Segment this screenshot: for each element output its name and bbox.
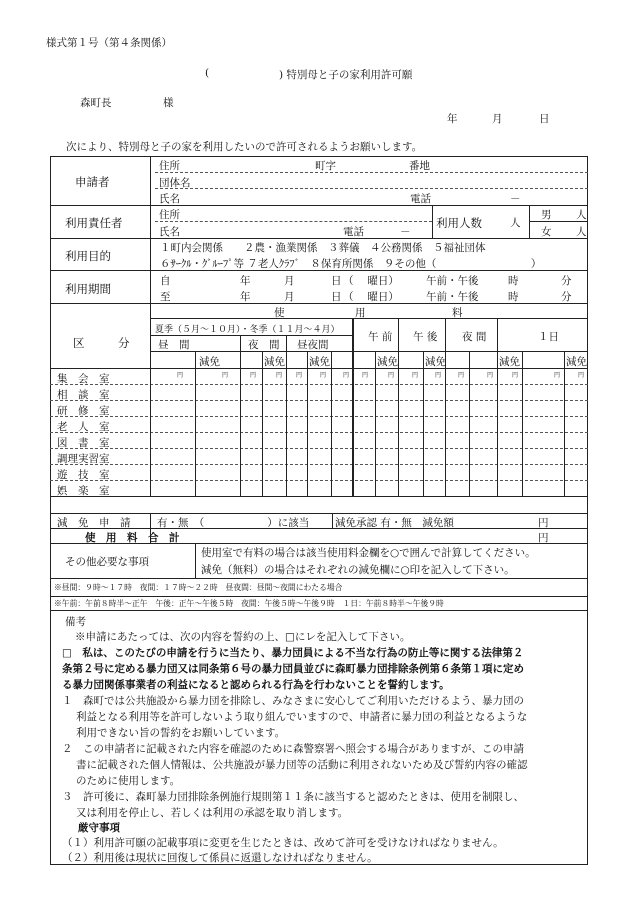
- remark-item2-line3: のために使用します。: [76, 775, 181, 787]
- fee-header-use: 使: [274, 307, 285, 319]
- addressee: 森町長: [80, 97, 112, 109]
- reduction-col: 減免: [309, 356, 330, 368]
- yen-mark: 円: [487, 372, 494, 379]
- other-line1: 使用室で有料の場合は該当使用料金欄を○で囲んで計算してください。: [201, 547, 536, 559]
- reduction-col: 減免: [377, 356, 398, 368]
- period-from-day: 日: [331, 275, 342, 287]
- yen-mark: 円: [320, 372, 327, 379]
- applicant-phone-dash: －: [510, 193, 521, 205]
- remark-item2-line2: 書に記載された個人情報は、公共施設が暴力団等の活動に利用されないため及び誓約内容の確認: [76, 759, 528, 771]
- purpose-options-line1: １町内会関係 ２農・漁業関係 ３葬儀 ４公務関係 ５福祉団体: [160, 242, 486, 254]
- reduction-col: 減免: [499, 356, 520, 368]
- yen-mark: 円: [435, 372, 442, 379]
- period-to-dow: （ 曜日）: [343, 291, 399, 303]
- col-afternoon: 午 後: [413, 331, 438, 343]
- section-label-1: 区: [73, 336, 85, 350]
- period-from-year: 年: [240, 275, 251, 287]
- user-count-unit: 人: [510, 217, 521, 229]
- reduction-request-label: 減 免 申 請: [57, 517, 131, 529]
- reduction-col: 減免: [264, 356, 285, 368]
- responsible-label: 利用責任者: [65, 216, 123, 230]
- honorific: 様: [163, 97, 174, 109]
- room-row: 遊 技 室: [57, 469, 110, 481]
- period-from: 自: [160, 275, 171, 287]
- room-row: 老 人 室: [57, 421, 110, 433]
- responsible-phone-label: 電話: [343, 226, 364, 238]
- date-year: 年: [447, 113, 458, 125]
- period-to-day: 日: [331, 291, 342, 303]
- remark-item1-line2: 利益となる利用等を許可しないよう取り組んでいますので、申請者に暴力団の利益となるような: [76, 711, 528, 723]
- yen-mark: 円: [276, 372, 283, 379]
- fee-header-fee: 料: [452, 307, 463, 319]
- applicant-town-label: 町字: [315, 160, 336, 172]
- form-number: 様式第１号（第４条関係）: [46, 37, 172, 49]
- female-label: 女: [541, 226, 552, 238]
- fee-header-for: 用: [355, 307, 366, 319]
- title-paren: (: [205, 67, 210, 79]
- yen-mark: 円: [177, 372, 184, 379]
- yen-mark: 円: [343, 372, 350, 379]
- period-from-ampm: 午前・午後: [426, 275, 479, 287]
- period-from-hour: 時: [508, 275, 519, 287]
- yen-mark: 円: [578, 372, 585, 379]
- purpose-options-line2: ６ｻｰｸﾙ・ｸﾞﾙｰﾌﾟ等 ７老人ｸﾗﾌﾞ ８保育所関係 ９その他（ ）: [160, 258, 542, 270]
- season-note: 夏季（５月～１０月）・冬季（１１月～４月）: [155, 325, 340, 335]
- remark-item3-line2: 又は利用を停止し、若しくは利用の承認を取り消します。: [76, 807, 349, 819]
- period-to-hour: 時: [508, 291, 519, 303]
- applicant-label: 申請者: [75, 175, 110, 189]
- reduction-approval: 減免承認 有・無 減免額: [335, 517, 454, 529]
- male-label: 男: [541, 209, 552, 221]
- col-evening: 夜 間: [462, 331, 487, 343]
- room-row: 研 修 室: [57, 405, 110, 417]
- responsible-name-label: 氏名: [159, 226, 180, 238]
- pledge-intro: ※申請にあたっては、次の内容を誓約の上、□にレを記入して下さい。: [75, 631, 411, 643]
- reduction-col: 減免: [199, 356, 220, 368]
- strict-title: 厳守事項: [78, 822, 120, 834]
- pledge-line3: る暴力団関係事業者の利益になると認められる行為を行わないことを誓約します。: [62, 679, 450, 691]
- other-line2: 減免（無料）の場合はそれぞれの減免欄に○印を記入して下さい。: [201, 564, 515, 576]
- time-note-2: ※午前：午前８時半～正午 午後：正午～午後５時 夜間：午後５時～午後９時 １日：午前８時半～午後９時: [54, 599, 444, 608]
- room-row: 調理実習室: [57, 453, 110, 465]
- applicant-address-label: 住所: [159, 160, 180, 172]
- pledge-line2: 条第２号に定める暴力団又は同条第６号の暴力団員並びに森町暴力団排除条例第６条第１項に定め: [62, 663, 524, 675]
- yen-mark: 円: [250, 372, 257, 379]
- yen-mark: 円: [296, 372, 303, 379]
- female-unit: 人: [576, 226, 587, 238]
- strict-item1: （１）利用許可願の記載事項に変更を生じたときは、改めて許可を受けなければなりません。: [62, 837, 504, 849]
- reduction-col: 減免: [425, 356, 446, 368]
- date-month: 月: [492, 113, 503, 125]
- yen-mark: 円: [222, 372, 229, 379]
- col-allday: 昼夜間: [297, 339, 329, 351]
- responsible-phone-dash: －: [400, 226, 411, 238]
- yen-mark: 円: [512, 372, 519, 379]
- col-oneday: １日: [538, 331, 559, 343]
- yen-mark: 円: [362, 372, 369, 379]
- period-to-ampm: 午前・午後: [426, 291, 479, 303]
- yen-mark: 円: [388, 372, 395, 379]
- other-label: その他必要な事項: [65, 556, 149, 568]
- applicant-name-label: 氏名: [159, 193, 180, 205]
- time-note-1: ※昼間：９時～１７時 夜間：１７時～２２時 昼夜間：昼間～夜間にわたる場合: [54, 583, 343, 592]
- yen-mark: 円: [412, 372, 419, 379]
- remark-item2-line1: ２ この申請者に記載された内容を確認のために森警察署へ照会する場合がありますが、この申請: [62, 743, 524, 755]
- intro-text: 次により、特別母と子の家を利用したいので許可されるようお願いします。: [66, 141, 423, 153]
- period-label: 利用期間: [65, 282, 111, 296]
- form-title: ) 特別母と子の家利用許可願: [279, 69, 413, 81]
- col-morning: 午 前: [368, 331, 393, 343]
- period-to: 至: [160, 291, 171, 303]
- remarks-title: 備考: [65, 616, 86, 628]
- total-fee-label: 使 用 料 合 計: [85, 532, 180, 544]
- applicant-phone-label: 電話: [410, 193, 431, 205]
- yen-mark: 円: [458, 372, 465, 379]
- applicant-banchi-label: 番地: [409, 160, 430, 172]
- total-fee-yen: 円: [538, 532, 549, 544]
- male-unit: 人: [576, 209, 587, 221]
- section-label-2: 分: [118, 336, 130, 350]
- purpose-label: 利用目的: [65, 249, 111, 263]
- yen-mark: 円: [554, 372, 561, 379]
- responsible-address-label: 住所: [159, 209, 180, 221]
- remark-item1-line1: １ 森町では公共施設から暴力団を排除し、みなさまに安心してご利用いただけるよう、暴力団の: [62, 695, 524, 707]
- date-day: 日: [539, 113, 550, 125]
- pledge-line1: □ 私は、このたびの申請を行うに当たり、暴力団員による不当な行為の防止等に関する法律第２: [62, 647, 524, 659]
- period-to-month: 月: [284, 291, 295, 303]
- strict-item2: （２）利用後は現状に回復して係員に返還しなければなりません。: [62, 852, 378, 864]
- reduction-yen: 円: [538, 517, 549, 529]
- reduction-request-choice: 有・無 （ ）に該当: [157, 517, 310, 529]
- period-from-month: 月: [284, 275, 295, 287]
- applicant-group-label: 団体名: [159, 177, 191, 189]
- room-row: 娯 楽 室: [57, 485, 110, 497]
- period-from-dow: （ 曜日）: [343, 275, 399, 287]
- remark-item1-line3: 利用できない旨の誓約をお願いしています。: [76, 727, 286, 739]
- period-to-minute: 分: [561, 291, 572, 303]
- room-row: 相 談 室: [57, 389, 110, 401]
- remark-item3-line1: ３ 許可後に、森町暴力団排除条例施行規則第１１条に該当すると認めたときは、使用を制限し、: [62, 791, 524, 803]
- period-from-minute: 分: [561, 275, 572, 287]
- period-to-year: 年: [240, 291, 251, 303]
- col-daytime: 昼 間: [158, 339, 190, 351]
- reduction-col: 減免: [566, 356, 587, 368]
- user-count-label: 利用人数: [436, 216, 482, 230]
- room-row: 集 会 室: [57, 373, 110, 385]
- col-night: 夜 間: [248, 339, 280, 351]
- room-row: 図 書 室: [57, 437, 110, 449]
